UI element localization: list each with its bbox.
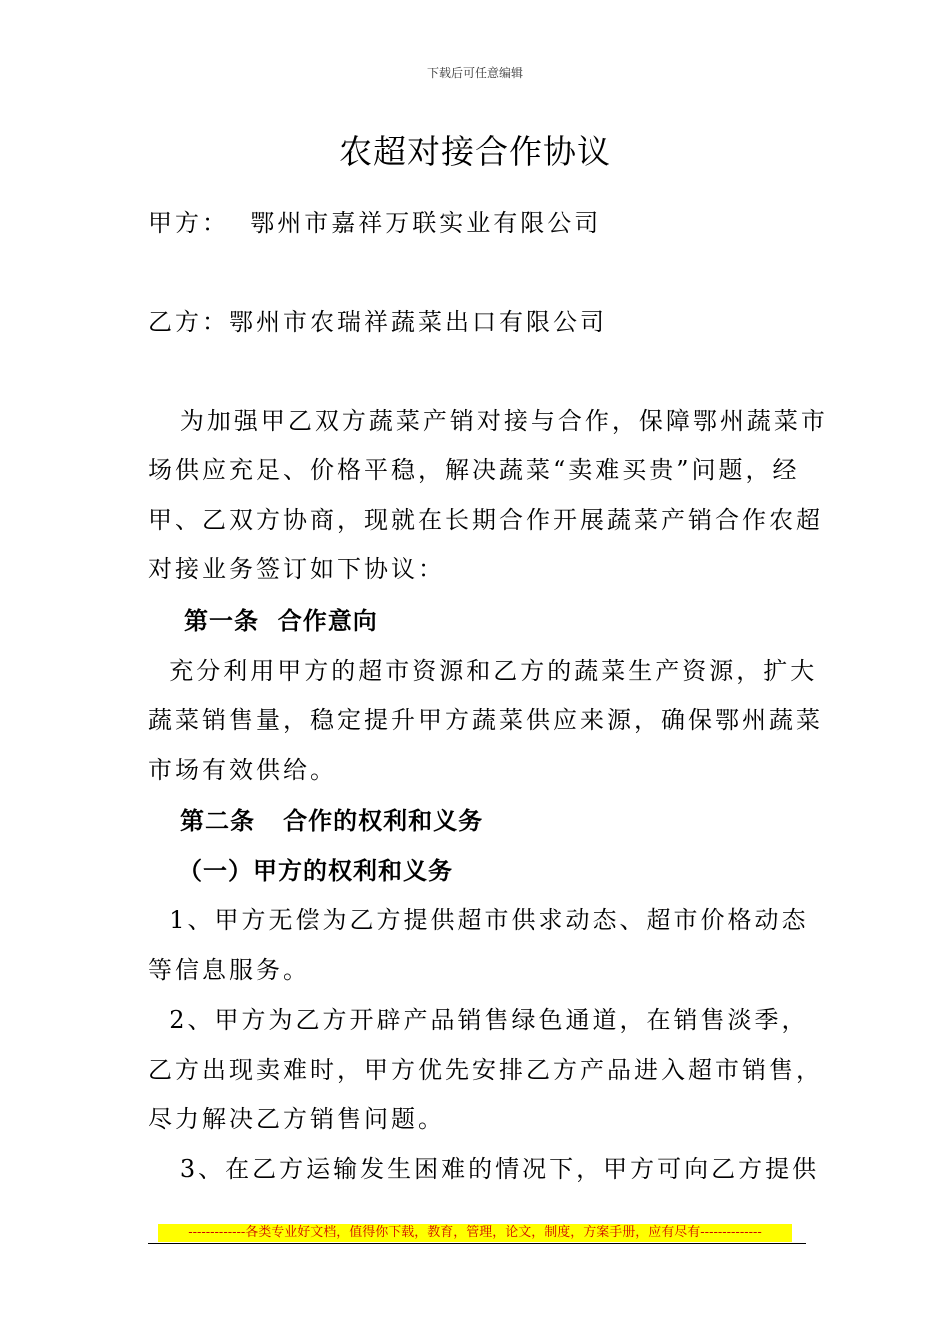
intro-line-2: 场供应充足、价格平稳，解决蔬菜“卖难买贵”问题，经 (148, 456, 800, 484)
intro-line-1: 为加强甲乙双方蔬菜产销对接与合作，保障鄂州蔬菜市 (148, 407, 828, 435)
article1-line-2: 蔬菜销售量，稳定提升甲方蔬菜供应来源，确保鄂州蔬菜 (148, 706, 823, 734)
article2-item3-line-1: 3、在乙方运输发生困难的情况下，甲方可向乙方提供 (148, 1155, 820, 1183)
party-a-line: 甲方： 鄂州市嘉祥万联实业有限公司 (148, 209, 602, 237)
article1-heading: 第一条 合作意向 (184, 607, 378, 635)
article2-item2-line-1: 2、甲方为乙方开辟产品销售绿色通道，在销售淡季， (148, 1006, 809, 1034)
article2-item1-line-2: 等信息服务。 (148, 956, 310, 984)
party-b-line: 乙方：鄂州市农瑞祥蔬菜出口有限公司 (148, 308, 607, 336)
article2-heading: 第二条 合作的权利和义务 (180, 807, 484, 835)
article2-item2-line-3: 尽力解决乙方销售问题。 (148, 1105, 445, 1133)
header-note: 下载后可任意编辑 (426, 66, 523, 80)
article2-item2-line-2: 乙方出现卖难时，甲方优先安排乙方产品进入超市销售， (148, 1056, 823, 1084)
footer-divider (148, 1243, 806, 1244)
document-title: 农超对接合作协议 (339, 132, 611, 171)
intro-line-4: 对接业务签订如下协议： (148, 555, 445, 583)
article1-line-3: 市场有效供给。 (148, 756, 337, 784)
article2-subheading: （一）甲方的权利和义务 (178, 857, 453, 885)
article2-item1-line-1: 1、甲方无偿为乙方提供超市供求动态、超市价格动态 (148, 906, 809, 934)
intro-line-3: 甲、乙双方协商，现就在长期合作开展蔬菜产销合作农超 (148, 506, 823, 534)
article1-line-1: 充分利用甲方的超市资源和乙方的蔬菜生产资源，扩大 (148, 657, 818, 685)
footer-banner: -------------各类专业好文档，值得你下载，教育，管理，论文，制度，方案手册，应有尽有-------------- (158, 1224, 792, 1242)
